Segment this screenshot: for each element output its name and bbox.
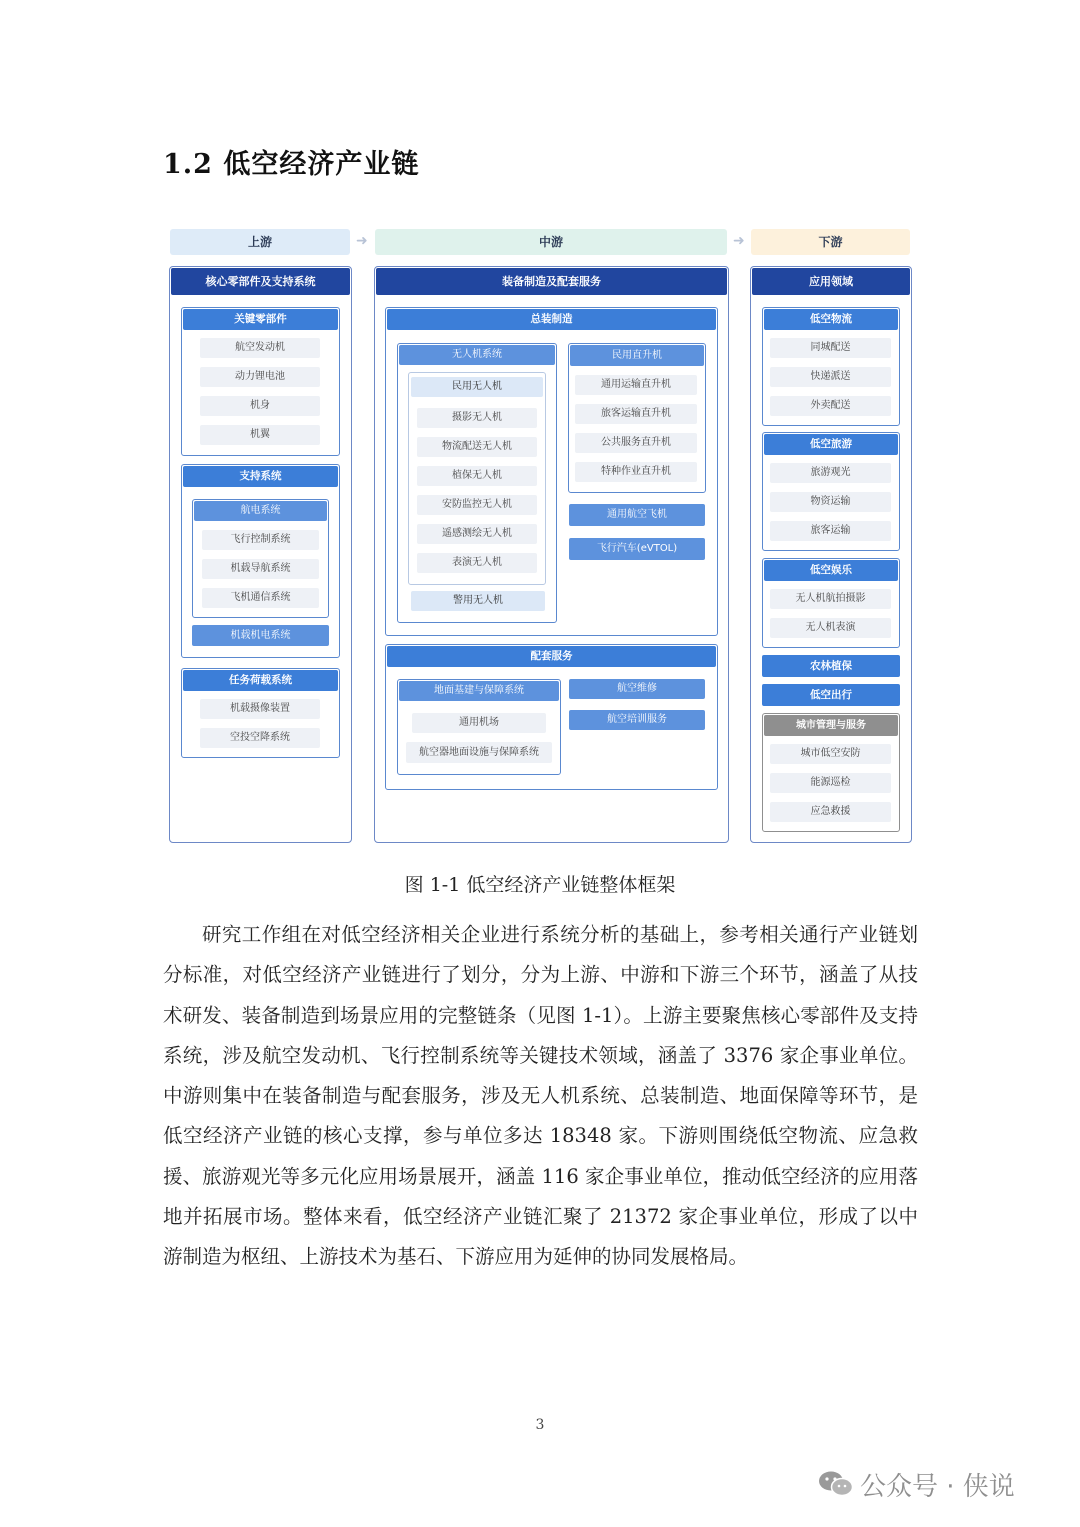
midstream-title: 装备制造及配套服务 xyxy=(376,268,727,295)
travel-item: 低空出行 xyxy=(762,684,900,706)
arrow-icon: ➜ xyxy=(733,233,745,249)
list-item: 机载导航系统 xyxy=(202,559,319,579)
ga-plane: 通用航空飞机 xyxy=(569,504,705,526)
arrow-icon: ➜ xyxy=(356,233,368,249)
city-title: 城市管理与服务 xyxy=(764,715,898,736)
list-item: 安防监控无人机 xyxy=(417,495,537,515)
stage-downstream: 下游 xyxy=(751,229,910,255)
tourism-title: 低空旅游 xyxy=(764,434,898,455)
service-title: 配套服务 xyxy=(387,646,716,667)
list-item: 物流配送无人机 xyxy=(417,437,537,457)
evtol: 飞行汽车(eVTOL) xyxy=(569,538,705,560)
training: 航空培训服务 xyxy=(569,710,705,730)
list-item: 遥感测绘无人机 xyxy=(417,524,537,544)
agri-item: 农林植保 xyxy=(762,655,900,677)
stage-upstream: 上游 xyxy=(170,229,350,255)
list-item: 航空器地面设施与保障系统 xyxy=(406,742,552,763)
figure-caption: 图 1-1 低空经济产业链整体框架 xyxy=(404,874,676,896)
entertainment-title: 低空娱乐 xyxy=(764,560,898,581)
page-number: 3 xyxy=(535,1417,545,1433)
list-item: 动力锂电池 xyxy=(200,367,320,387)
ground-title: 地面基建与保障系统 xyxy=(399,681,559,701)
list-item: 公共服务直升机 xyxy=(575,433,697,453)
logistics-title: 低空物流 xyxy=(764,309,898,330)
list-item: 航空发动机 xyxy=(200,338,320,358)
list-item: 物资运输 xyxy=(770,492,891,512)
body-paragraph: 研究工作组在对低空经济相关企业进行系统分析的基础上，参考相关通行产业链划分标准，对低空经济产业链进行了划分，分为上游、中游和下游三个环节，涵盖了从技术研发、装备制造到场景应用的完整链条（见图 1-1）。上游主要聚焦核心零部件及支持系统，涉及航空发动机、飞行控制系统等关键技术领域，涵盖了 3376 家企事业单位。中游则集中在装备制造与配套服务，涉及无人机系统、总装制造、地面保障等环节，是低空经济产业链的核心支撑，参与单位多达 18348 家。下游则围绕低空物流、应急救援、旅游观光等多元化应用场景展开，涵盖 116 家企事业单位，推动低空经济的应用落地并拓展市场。整体来看，低空经济产业链汇聚了 21372 家企事业单位，形成了以中游制造为枢纽、上游技术为基石、下游应用为延伸的协同发展格局。 xyxy=(163,923,918,1269)
list-item: 特种作业直升机 xyxy=(575,462,697,482)
list-item: 快递派送 xyxy=(770,367,891,387)
list-item: 民用无人机 xyxy=(411,377,543,397)
list-item: 外卖配送 xyxy=(770,396,891,416)
maintenance: 航空维修 xyxy=(569,679,705,699)
wechat-icon xyxy=(818,1470,854,1505)
police-uav: 警用无人机 xyxy=(411,591,545,611)
list-item: 机身 xyxy=(200,396,320,416)
list-item: 城市低空安防 xyxy=(770,744,891,764)
stage-midstream: 中游 xyxy=(375,229,727,255)
list-item: 旅游观光 xyxy=(770,463,891,483)
downstream-title: 应用领域 xyxy=(752,268,910,295)
mech-system: 机载机电系统 xyxy=(192,625,329,646)
list-item: 同城配送 xyxy=(770,338,891,358)
list-item: 旅客运输直升机 xyxy=(575,404,697,424)
list-item: 能源巡检 xyxy=(770,773,891,793)
list-item: 飞行控制系统 xyxy=(202,530,319,550)
list-item: 植保无人机 xyxy=(417,466,537,486)
list-item: 空投空降系统 xyxy=(200,728,320,748)
list-item: 应急救援 xyxy=(770,802,891,822)
uav-title: 无人机系统 xyxy=(399,345,555,365)
avionics-title: 航电系统 xyxy=(194,501,327,521)
support-title: 支持系统 xyxy=(183,466,338,487)
section-title: 1.2 低空经济产业链 xyxy=(163,149,420,180)
watermark-text: 公众号 · 侠说 xyxy=(860,1472,1015,1502)
watermark xyxy=(818,1466,1015,1505)
list-item: 旅客运输 xyxy=(770,521,891,541)
list-item: 飞机通信系统 xyxy=(202,588,319,608)
list-item: 无人机航拍摄影 xyxy=(770,589,891,609)
list-item: 表演无人机 xyxy=(417,553,537,573)
assembly-title: 总装制造 xyxy=(387,309,716,330)
mission-title: 任务荷载系统 xyxy=(183,670,338,691)
key-parts-title: 关键零部件 xyxy=(183,309,338,330)
list-item: 通用机场 xyxy=(412,713,546,733)
list-item: 机翼 xyxy=(200,425,320,445)
list-item: 通用运输直升机 xyxy=(575,375,697,395)
list-item: 无人机表演 xyxy=(770,618,891,638)
upstream-title: 核心零部件及支持系统 xyxy=(171,268,350,295)
list-item: 摄影无人机 xyxy=(417,408,537,428)
list-item: 机载摄像装置 xyxy=(200,699,320,719)
heli-title: 民用直升机 xyxy=(570,345,704,366)
